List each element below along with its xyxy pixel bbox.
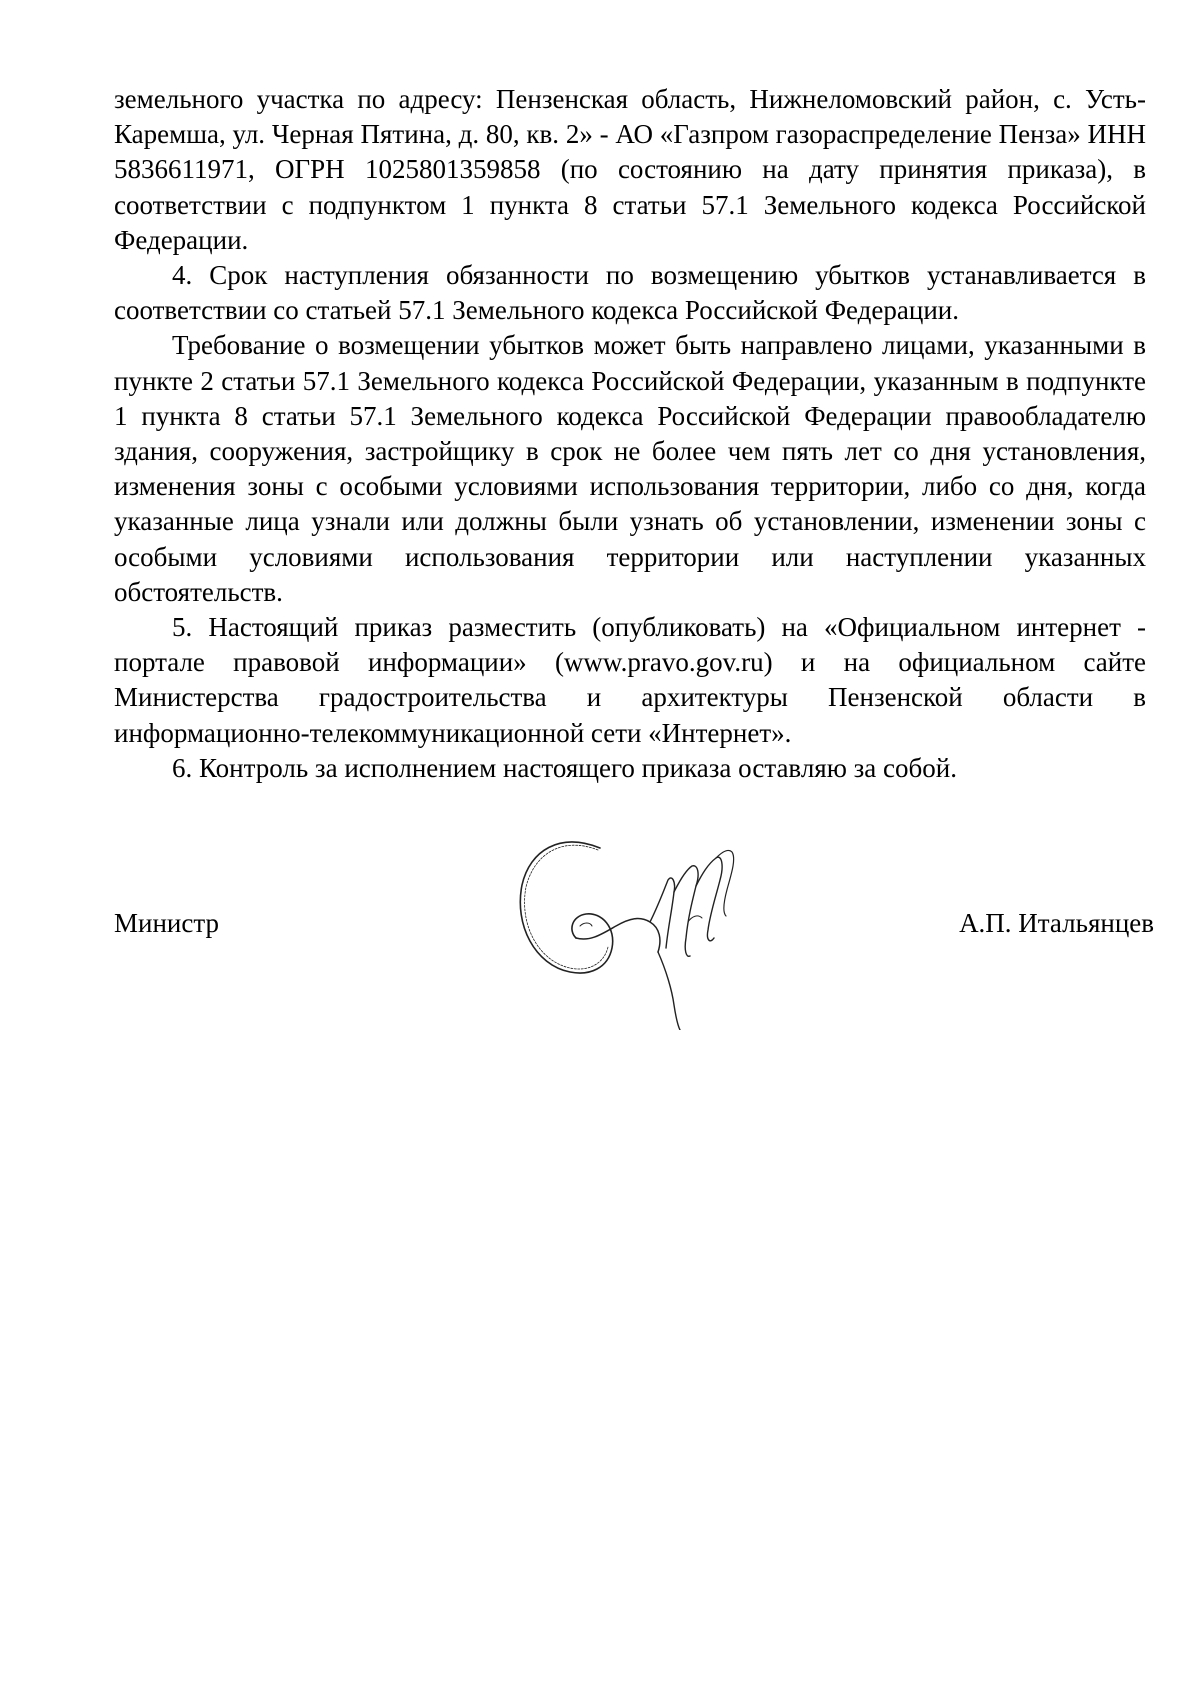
signature-block	[114, 800, 1154, 1040]
handwritten-signature-icon	[490, 830, 780, 1030]
document-body	[114, 82, 1146, 786]
signatory-title: Министр	[114, 908, 219, 938]
paragraph-continuation: земельного участка по адресу: Пензенская область, Нижнеломовский район, с. Усть-Каремша, ул. Черная Пятина, д. 80, кв. 2» - АО «Газпром газораспределение Пенза» ИНН 5836611971, ОГРН 1025801359858 (по состоянию на дату принятия приказа), в соответствии с подпунктом 1 пункта 8 статьи 57.1 Земельного кодекса Российской Федерации.	[114, 84, 1146, 255]
paragraph-item-6: 6. Контроль за исполнением настоящего приказа оставляю за собой.	[172, 752, 957, 783]
paragraph-item-5: 5. Настоящий приказ разместить (опубликовать) на «Официальном интернет - портале правовой информации» (www.pravo.gov.ru) и на официальном сайте Министерства градостроительства и архитектуры Пензенской области в информационно-телекоммуникационной сети «Интернет».	[114, 612, 1146, 748]
paragraph-item-4: 4. Срок наступления обязанности по возмещению убытков устанавливается в соответствии со статьей 57.1 Земельного кодекса Российской Федерации.	[114, 260, 1146, 326]
paragraph-damages-claim: Требование о возмещении убытков может быть направлено лицами, указанными в пункте 2 статьи 57.1 Земельного кодекса Российской Федерации, указанным в подпункте 1 пункта 8 статьи 57.1 Земельного кодекса Российской Федерации правообладателю здания, сооружения, застройщику в срок не более чем пять лет со дня установления, изменения зоны с особыми условиями использования территории, либо со дня, когда указанные лица узнали или должны были узнать об установлении, изменении зоны с особыми условиями использования территории или наступлении указанных обстоятельств.	[114, 330, 1146, 607]
signatory-name: А.П. Итальянцев	[959, 908, 1154, 938]
